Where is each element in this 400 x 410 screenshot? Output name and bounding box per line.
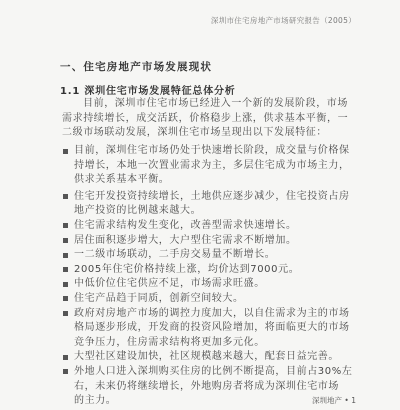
running-header: 深圳市住宅房地产市场研究报告（2005） <box>210 16 356 25</box>
bullet-text-line: 右，未来仍将继续增长，外地购房者将成为深圳住宅市场 <box>74 380 339 392</box>
bullet-item <box>62 350 358 365</box>
square-bullet-icon <box>63 238 68 243</box>
square-bullet-icon <box>63 355 68 360</box>
bullet-text-line: 外地人口进入深圳购买住房的比例不断提高，目前占30%左 <box>74 365 353 377</box>
bullet-item <box>62 219 358 234</box>
bullet-text-line: 持增长，本地一次置业需求为主，多层住宅成为市场主力， <box>74 159 350 171</box>
bullet-text-line: 2005年住宅价格持续上涨，均价达到7000元。 <box>74 263 300 275</box>
bullet-text-line: 地产投资的比例越来越大。 <box>74 205 202 217</box>
bullet-item <box>62 234 358 249</box>
bullet-text-line: 政府对房地产市场的调控力度加大，以自住需求为主的市场 <box>74 307 350 319</box>
page-number-footer: 深圳地产 • 1 <box>312 396 356 405</box>
square-bullet-icon <box>63 282 68 287</box>
square-bullet-icon <box>63 267 68 272</box>
bullet-item <box>62 190 358 219</box>
bullet-item <box>62 292 358 307</box>
bullet-text-line: 的主力。 <box>74 395 117 407</box>
intro-line: 目前，深圳市住宅市场已经进入一个新的发展阶段，市场 <box>83 98 348 109</box>
bullet-item <box>62 263 358 278</box>
bullet-list <box>62 144 358 409</box>
square-bullet-icon <box>63 253 68 258</box>
intro-paragraph <box>62 97 358 141</box>
section-heading: 一、住宅房地产市场发展现状 <box>60 61 213 73</box>
intro-line: 需求持续增长，成交活跃，价格稳步上涨，供求基本平衡，一 <box>62 112 349 124</box>
bullet-item <box>62 277 358 292</box>
subsection-heading: 1.1 深圳住宅市场发展特征总体分析 <box>60 86 236 97</box>
square-bullet-icon <box>63 311 68 316</box>
bullet-item <box>62 307 358 351</box>
bullet-item <box>62 144 358 188</box>
bullet-text-line: 住宅产品趋于同质，创新空间较大。 <box>74 292 244 304</box>
bullet-text-line: 住宅开发投资持续增长，土地供应逐步减少，住宅投资占房 <box>74 190 350 202</box>
bullet-text-line: 目前，深圳住宅市场仍处于快速增长阶段，成交量与价格保 <box>74 145 350 156</box>
square-bullet-icon <box>63 223 68 228</box>
bullet-text-line: 住宅需求结构发生变化，改善型需求快速增长。 <box>74 219 297 231</box>
square-bullet-icon <box>63 149 68 154</box>
bullet-text-line: 居住面积逐步增大，大户型住宅需求不断增加。 <box>74 234 297 246</box>
bullet-text-line: 供求关系基本平衡。 <box>74 174 170 186</box>
bullet-text-line: 格局逐步形成，开发商的投资风险增加，将面临更大的市场 <box>74 322 350 334</box>
bullet-text-line: 中低价位住宅供应不足，市场需求旺盛。 <box>74 278 265 290</box>
bullet-item <box>62 248 358 263</box>
bullet-text-line: 大型社区建设加快，社区规模越来越大，配套日益完善。 <box>74 351 339 363</box>
square-bullet-icon <box>63 369 68 374</box>
bullet-text-line: 竞争压力，住房需求结构将更加多元化。 <box>74 336 265 348</box>
bullet-text-line: 一二级市场联动，二手房交易量不断增长。 <box>74 249 276 261</box>
square-bullet-icon <box>63 296 68 301</box>
square-bullet-icon <box>63 194 68 199</box>
intro-line: 二级市场联动发展，深圳住宅市场呈现出以下发展特征： <box>62 127 327 139</box>
